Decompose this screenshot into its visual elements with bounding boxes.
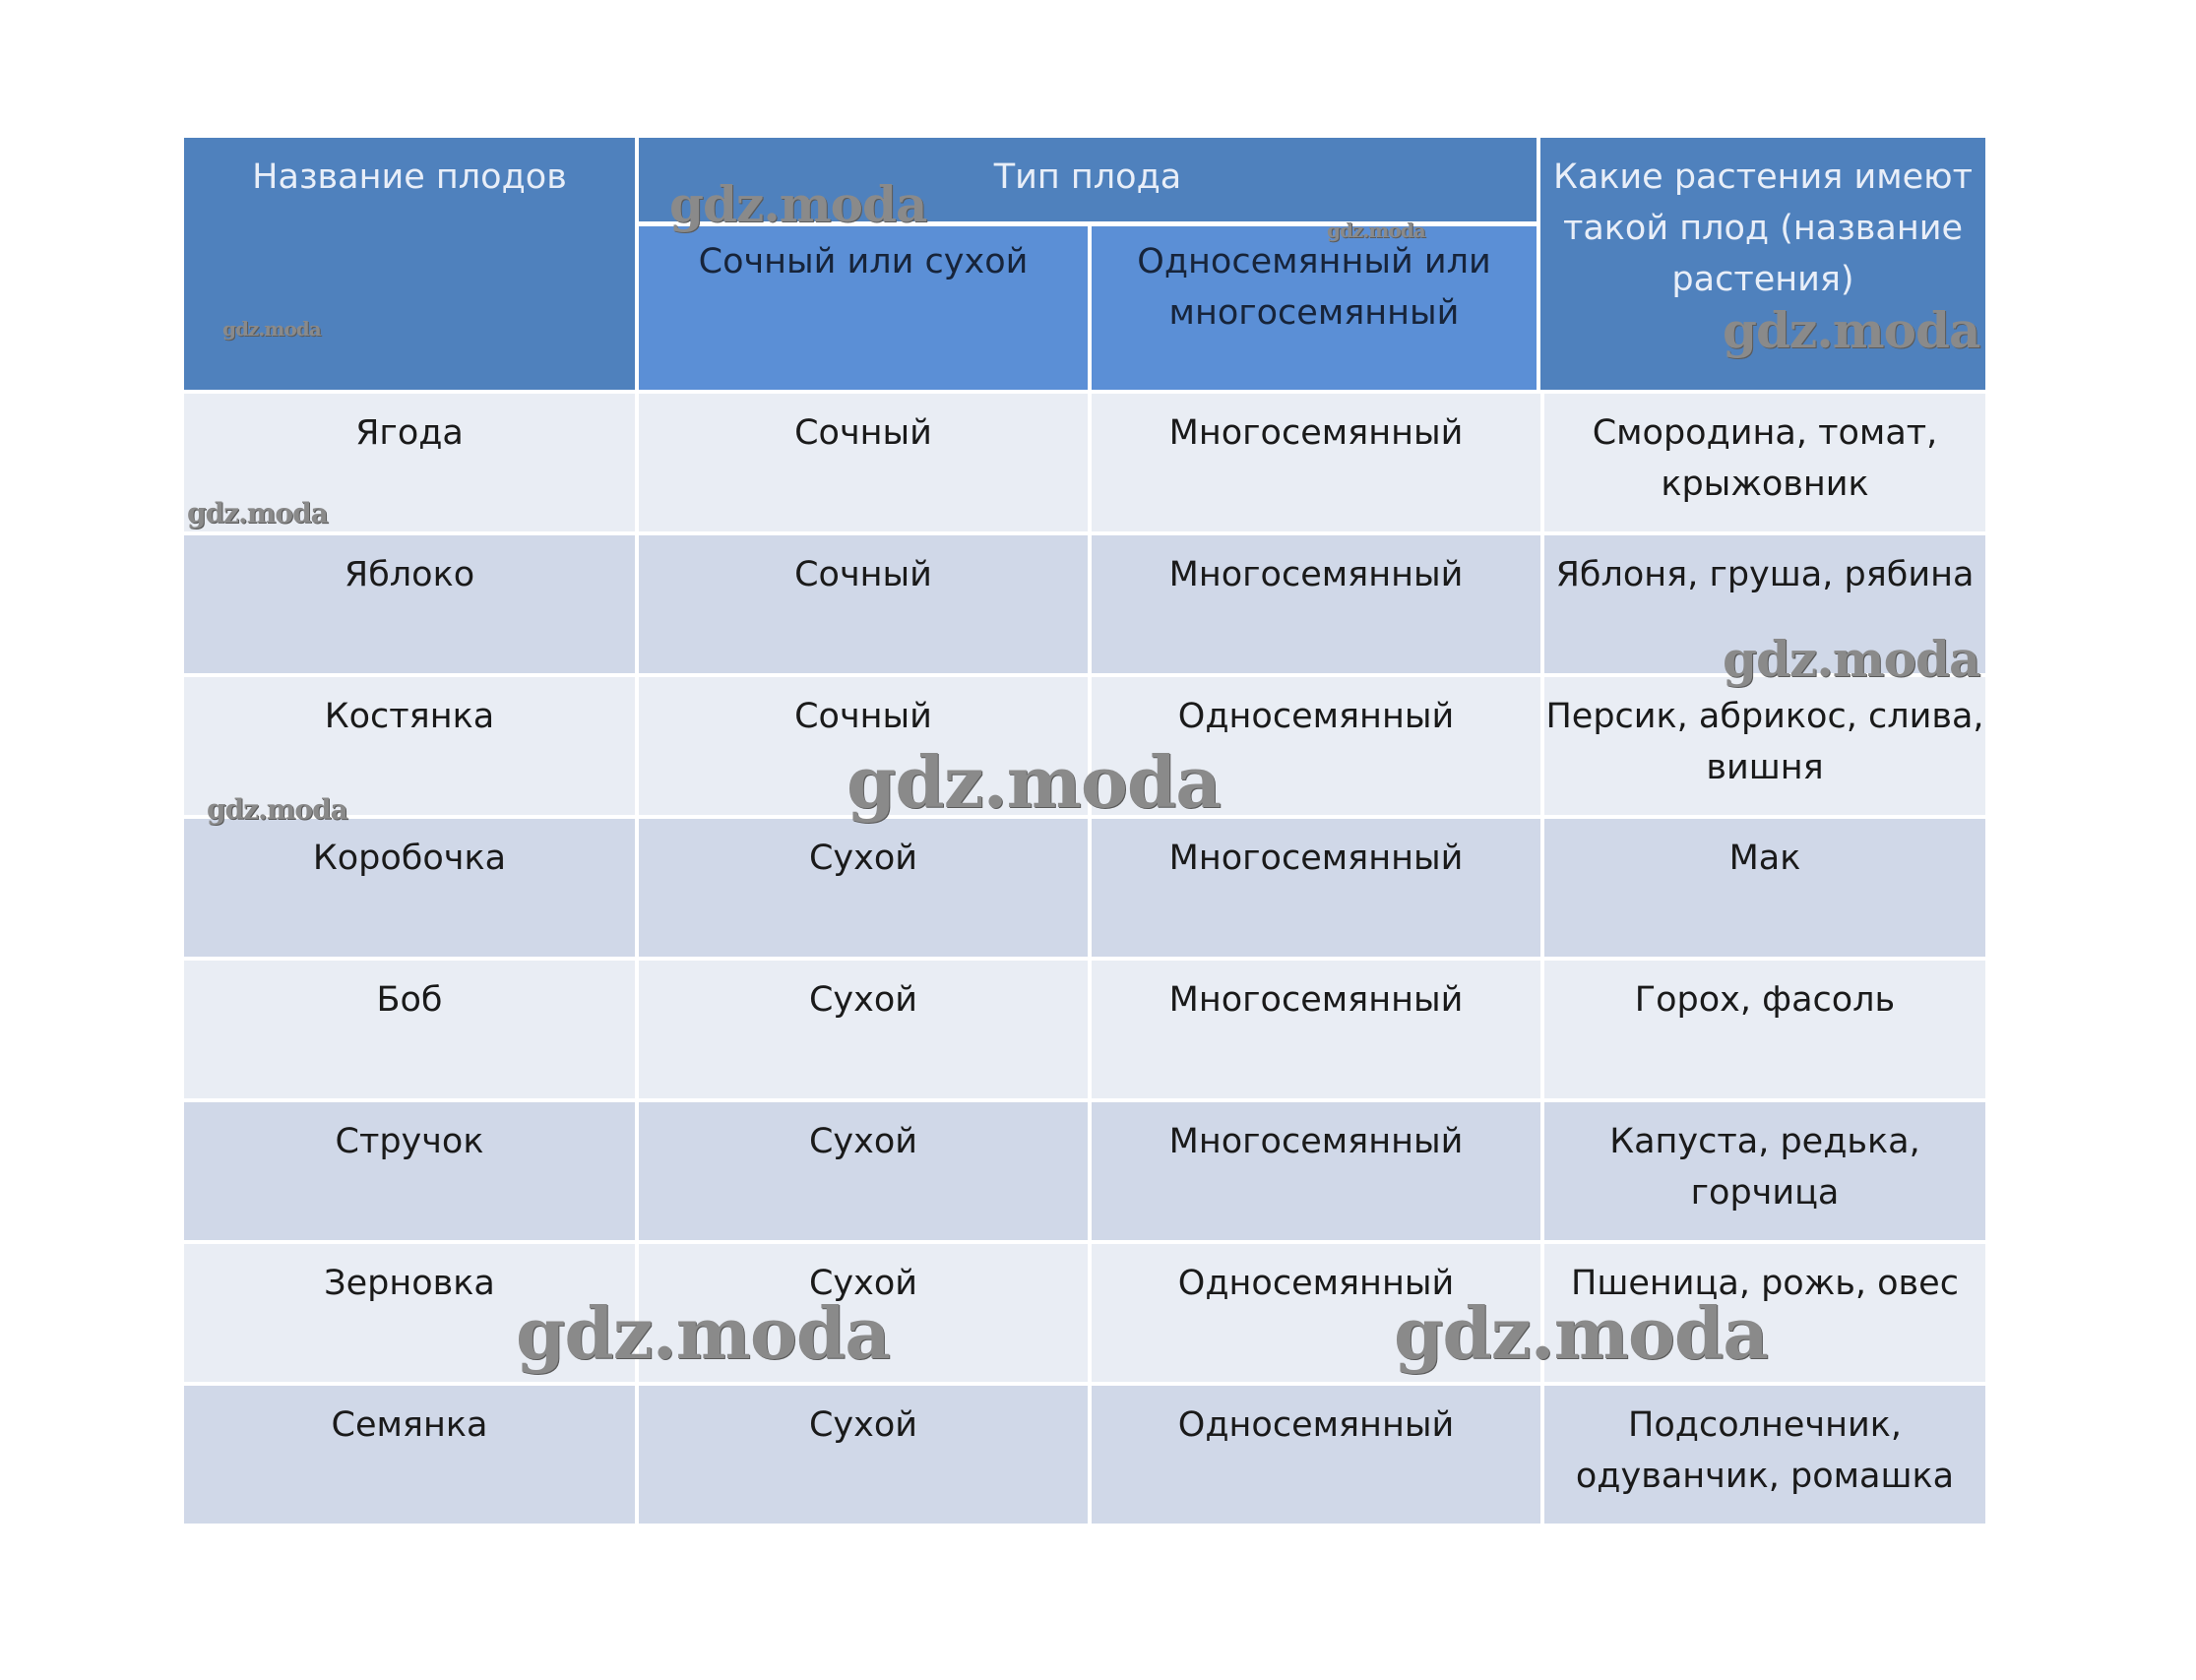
cell-fruit-name: Яблоко [344, 555, 475, 594]
cell-plants: Пшеница, рожь, овес [1540, 1244, 1985, 1382]
watermark: gdz.moda [207, 793, 347, 826]
cell-fruit-name: Боб [376, 980, 443, 1020]
header-fruit-type: Тип плода [993, 157, 1182, 197]
cell-plants: Смородина, томат, крыжовник [1540, 394, 1985, 531]
watermark: gdz.moda [1394, 1291, 1768, 1375]
cell-juicy-dry: Сухой [635, 1102, 1088, 1240]
cell-seed-count: Многосемянный [1088, 961, 1540, 1098]
cell-fruit-name: Стручок [335, 1122, 484, 1161]
table-row [184, 815, 1985, 957]
watermark: gdz.moda [669, 175, 927, 233]
table-header [184, 138, 1985, 390]
cell-seed-count: Многосемянный [1088, 394, 1540, 531]
cell-seed-count: Односемянный [1088, 677, 1540, 815]
watermark: gdz.moda [1327, 218, 1425, 242]
cell-juicy-dry: Сочный [635, 535, 1088, 673]
cell-fruit-name: Семянка [331, 1405, 488, 1445]
watermark: gdz.moda [847, 740, 1221, 824]
cell-plants: Горох, фасоль [1540, 961, 1985, 1098]
cell-fruit-name: Коробочка [312, 839, 507, 878]
cell-juicy-dry: Сухой [635, 1386, 1088, 1524]
watermark: gdz.moda [1723, 301, 1980, 359]
cell-plants: Яблоня, груша, рябина [1540, 535, 1985, 673]
cell-seed-count: Односемянный [1088, 1386, 1540, 1524]
header-divider [1537, 138, 1540, 390]
table-row [184, 1382, 1985, 1524]
header-fruit-name: Название плодов [252, 157, 567, 197]
header-divider [635, 138, 639, 390]
subheader-juicy-dry: Сочный или сухой [639, 221, 1088, 390]
cell-plants: Капуста, редька, горчица [1540, 1102, 1985, 1240]
cell-juicy-dry: Сочный [635, 677, 1088, 815]
header-divider [1088, 221, 1092, 390]
watermark: gdz.moda [1723, 630, 1980, 688]
cell-plants: Мак [1540, 819, 1985, 957]
cell-fruit-name: Зерновка [324, 1264, 495, 1303]
cell-seed-count: Многосемянный [1088, 535, 1540, 673]
header-plants: Какие растения имеют такой плод (название растения) [1552, 157, 1973, 299]
watermark: gdz.moda [187, 497, 328, 529]
cell-juicy-dry: Сочный [635, 394, 1088, 531]
cell-plants: Персик, абрикос, слива, вишня [1540, 677, 1985, 815]
table-row [184, 390, 1985, 531]
cell-plants: Подсолнечник, одуванчик, ромашка [1540, 1386, 1985, 1524]
table-row [184, 1098, 1985, 1240]
cell-juicy-dry: Сухой [635, 819, 1088, 957]
subheader-seed-count: Односемянный или многосемянный [1092, 221, 1537, 390]
cell-juicy-dry: Сухой [635, 1244, 1088, 1382]
cell-fruit-name: Костянка [324, 697, 495, 736]
cell-seed-count: Многосемянный [1088, 819, 1540, 957]
watermark: gdz.moda [516, 1291, 890, 1375]
table-row [184, 957, 1985, 1098]
cell-seed-count: Односемянный [1088, 1244, 1540, 1382]
cell-seed-count: Многосемянный [1088, 1102, 1540, 1240]
cell-fruit-name: Ягода [355, 413, 464, 453]
cell-juicy-dry: Сухой [635, 961, 1088, 1098]
table-row [184, 531, 1985, 673]
watermark: gdz.moda [222, 317, 321, 341]
